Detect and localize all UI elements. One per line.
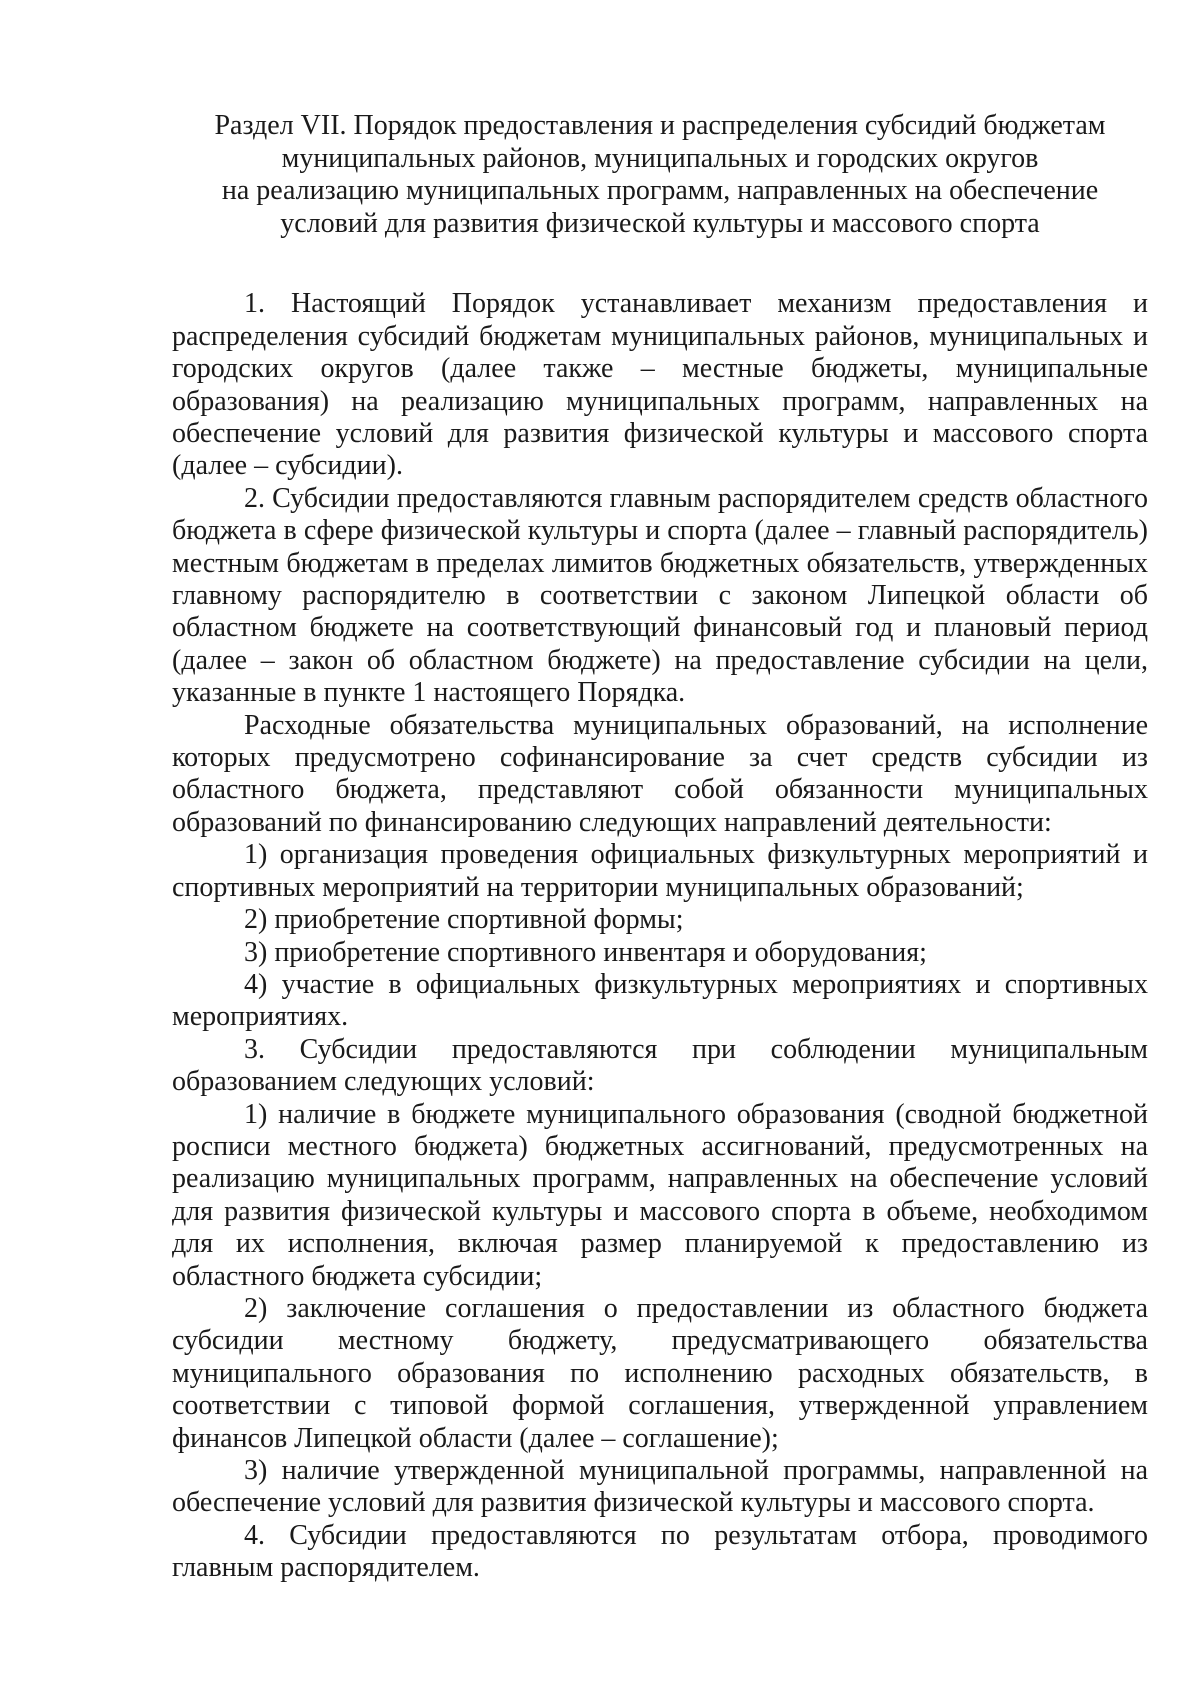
list-item: 4) участие в официальных физкультурных мероприятиях и спортивных мероприятиях. — [172, 968, 1148, 1033]
list-item: 3) наличие утвержденной муниципальной программы, направленной на обеспечение условий для развития физической культуры и массового спорта. — [172, 1455, 1148, 1519]
document-page — [172, 110, 1148, 1585]
paragraph-item-1: 1. Настоящий Порядок устанавливает механизм предоставления и распределения субсидий бюджетам муниципальных районов, муниципальных и городских округов (далее также – местные бюджеты, муниципальные образования) на реализацию муниципальных программ, направленных на обеспечение условий для развития физической культуры и массового спорта (далее – субсидии). — [172, 288, 1148, 482]
list-item: 2) приобретение спортивной формы; — [244, 904, 684, 936]
list-item: 3) приобретение спортивного инвентаря и оборудования; — [244, 936, 927, 968]
paragraph-expense-obligations: Расходные обязательства муниципальных образований, на исполнение которых предусмотрено софинансирование за счет средств субсидии из областного бюджета, представляют собой обязанности муниципальных образований по финансированию следующих направлений деятельности: — [172, 709, 1148, 838]
title-line: Раздел VII. Порядок предоставления и распределения субсидий бюджетам — [214, 110, 1106, 141]
list-item: 1) организация проведения официальных физкультурных мероприятий и спортивных мероприятий на территории муниципальных образований; — [172, 839, 1148, 903]
paragraph-item-3: 3. Субсидии предоставляются при соблюдении муниципальным образованием следующих условий: — [172, 1033, 1148, 1098]
list-item: 2) заключение соглашения о предоставлении из областного бюджета субсидии местному бюджету, предусматривающего обязательства муниципального образования по исполнению расходных обязательств, в соответствии с типовой формой соглашения, утвержденной управлением финансов Липецкой области (далее – соглашение); — [172, 1292, 1148, 1454]
section-title — [172, 110, 1148, 240]
paragraph-item-4: 4. Субсидии предоставляются по результатам отбора, проводимого главным распорядителем. — [172, 1519, 1148, 1584]
list-item: 1) наличие в бюджете муниципального образования (сводной бюджетной росписи местного бюджета) бюджетных ассигнований, предусмотренных на реализацию муниципальных программ, направленных на обеспечение условий для развития физической культуры и массового спорта в объеме, необходимом для их исполнения, включая размер планируемой к предоставлению из областного бюджета субсидии; — [172, 1098, 1148, 1292]
title-line: условий для развития физической культуры и массового спорта — [280, 207, 1040, 239]
paragraph-item-2: 2. Субсидии предоставляются главным распорядителем средств областного бюджета в сфере физической культуры и спорта (далее – главный распорядитель) местным бюджетам в пределах лимитов бюджетных обязательств, утвержденных главному распорядителю в соответствии с законом Липецкой области об областном бюджете на соответствующий финансовый год и плановый период (далее – закон об областном бюджете) на предоставление субсидии на цели, указанные в пункте 1 настоящего Порядка. — [172, 482, 1148, 709]
title-line: муниципальных районов, муниципальных и городских округов — [281, 142, 1039, 174]
title-line: на реализацию муниципальных программ, направленных на обеспечение — [221, 175, 1099, 207]
